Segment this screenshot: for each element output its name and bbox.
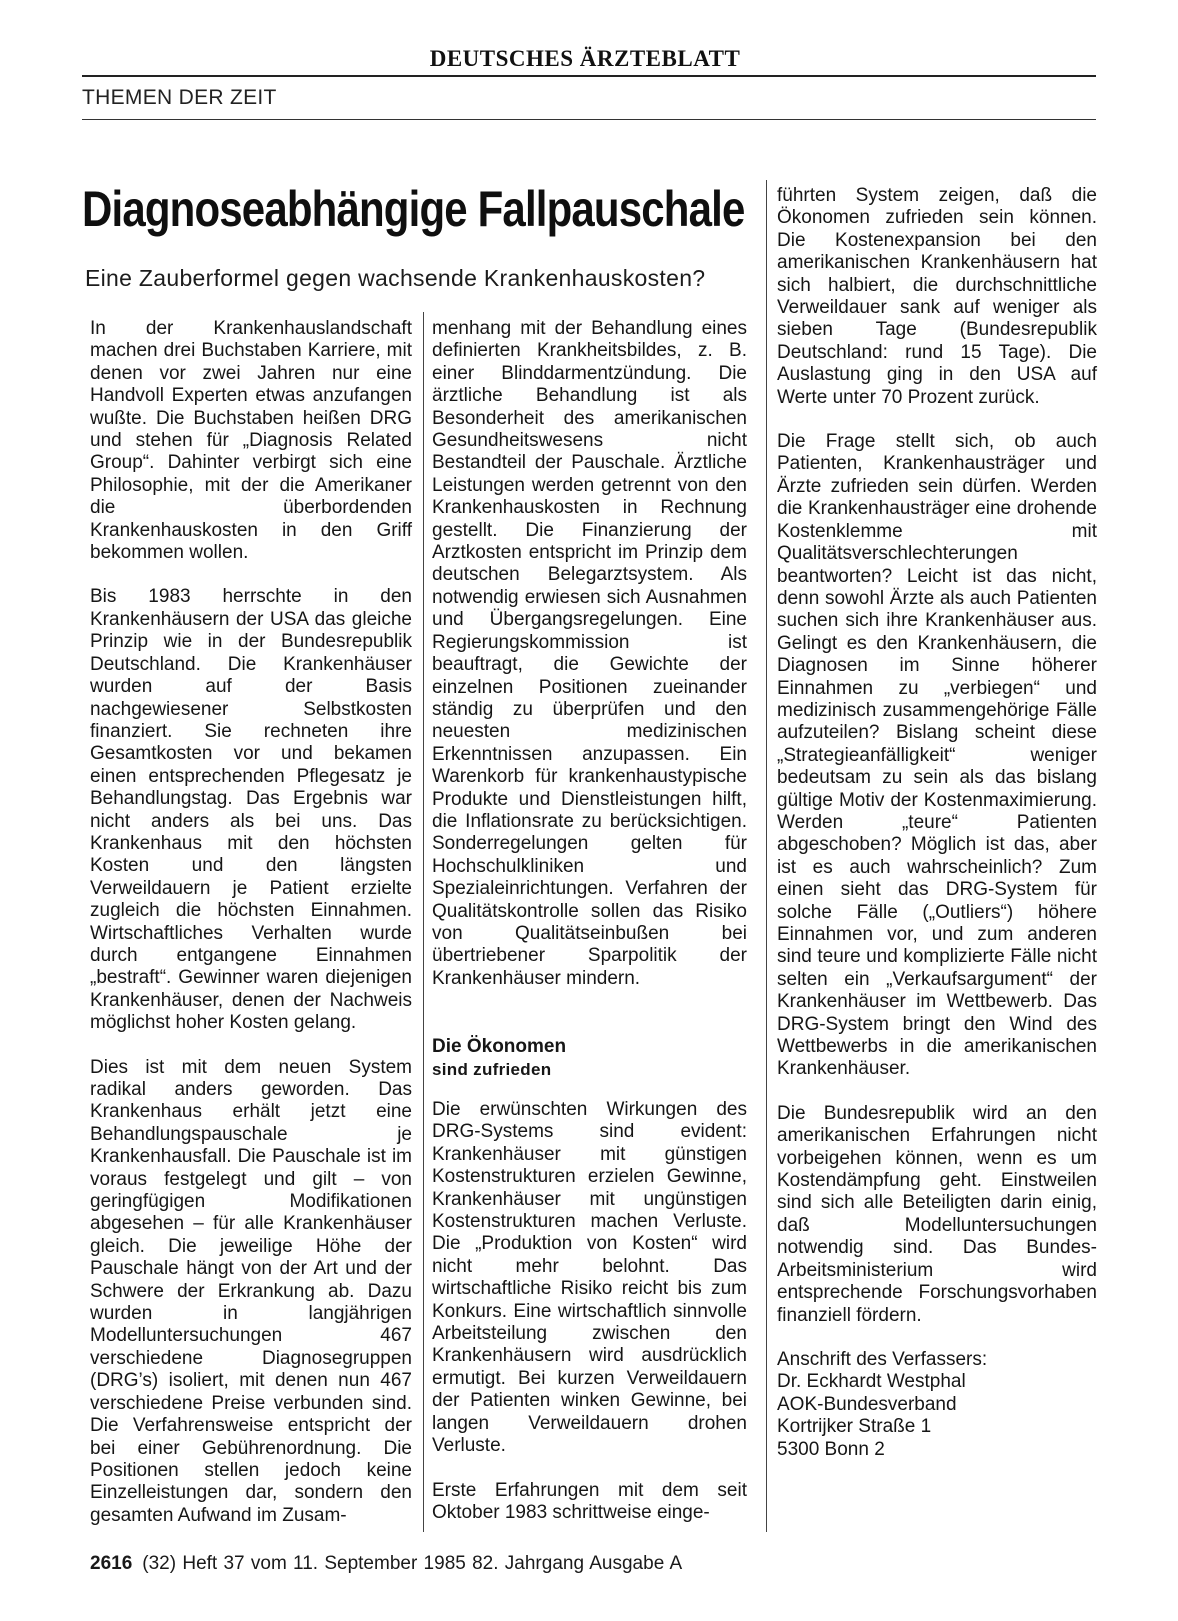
address-street: Kortrijker Straße 1 xyxy=(777,1416,932,1438)
column-2 xyxy=(432,318,747,1524)
paragraph: Bis 1983 herrschte in den Krankenhäusern der USA das gleiche Prinzip wie in der Bundesrepublik Deutschland. Die Krankenhäuser wurden auf der Basis nachgewiesener Selbstkosten finanziert. Sie rechneten ihre Gesamtkosten vor und bekamen einen entsprechenden Pflegesatz je Behandlungstag. Das Ergebnis war nicht anders als bei uns. Das Krankenhaus mit den höchsten Kosten und den längsten Verweildauern je Patient erzielte zugleich die höchsten Einnahmen. Wirtschaftliches Verhalten wurde durch entgangene Einnahmen „bestraft“. Gewinner waren diejenigen Krankenhäuser, denen der Nachweis möglichst hoher Kosten gelang. xyxy=(90,586,412,1034)
paragraph: Erste Erfahrungen mit dem seit Oktober 1983 schrittweise einge- xyxy=(432,1479,747,1523)
subtitle: Eine Zauberformel gegen wachsende Krankenhauskosten? xyxy=(85,265,706,291)
column-divider-1 xyxy=(423,312,424,1532)
masthead-rule xyxy=(82,75,1096,77)
paragraph: Die Frage stellt sich, ob auch Patienten, Krankenhausträger und Ärzte zufrieden sein dürfen. Werden die Krankenhausträger eine drohende Kostenklemme mit Qualitätsverschlechterungen beantworten? Leicht ist das nicht, denn sowohl Ärzte als auch Patienten suchen sich ihre Krankenhäuser aus. Gelingt es den Krankenhäusern, die Diagnosen im Sinne höherer Einnahmen zu „verbiegen“ und medizinisch zusammengehörige Fälle aufzuteilen? Bislang scheint diese „Strategieanfälligkeit“ weniger bedeutsam zu sein als das bislang gültige Motiv der Kostenmaximierung. Werden „teure“ Patienten abgeschoben? Möglich ist das, aber ist es auch wahrscheinlich? Zum einen sieht das DRG-System für solche Fälle („Outliers“) höhere Einnahmen vor, und zum anderen sind teure und komplizierte Fälle nicht selten ein „Verkaufsargument“ der Krankenhäuser im Wettbewerb. Das DRG-System bringt den Wind des Wettbewerbs in die amerikanischen Krankenhäuser. xyxy=(777,431,1097,1080)
paragraph: menhang mit der Behandlung eines definierten Krankheitsbildes, z. B. einer Blinddarmentzündung. Die ärztliche Behandlung ist als Besonderheit des amerikanischen Gesundheitswesens nicht Bestandteil der Pauschale. Ärztliche Leistungen werden getrennt von den Krankenhauskosten in Rechnung gestellt. Die Finanzierung der Arztkosten entspricht im Prinzip dem deutschen Belegarztsystem. Als notwendig erwiesen sich Ausnahmen und Übergangsregelungen. Eine Regierungskommission ist beauftragt, die Gewichte der einzelnen Positionen zueinander ständig zu überprüfen und den neuesten medizinischen Erkenntnissen anzupassen. Ein Warenkorb für krankenhaustypische Produkte und Dienstleistungen hilft, die Inflationsrate zu berücksichtigen. Sonderregelungen gelten für Hochschulkliniken und Spezialeinrichtungen. Verfahren der Qualitätskontrolle sollen das Risiko von Qualitätseinbußen bei übertriebener Sparpolitik der Krankenhäuser mindern. xyxy=(432,318,747,989)
author-organization: AOK-Bundesverband xyxy=(777,1393,957,1415)
author-address xyxy=(777,1349,1097,1461)
paragraph: führten System zeigen, daß die Ökonomen zufrieden sein können. Die Kostenexpansion bei den amerikanischen Krankenhäusern hat sich halbiert, die durchschnittliche Verweildauer sank auf weniger als sieben Tage (Bundesrepublik Deutschland: rund 15 Tage). Die Auslastung ging in den USA auf Werte unter 70 Prozent zurück. xyxy=(777,185,1097,408)
paragraph: Die erwünschten Wirkungen des DRG-Systems sind evident: Krankenhäuser mit günstigen Kostenstrukturen erzielen Gewinne, Krankenhäuser mit ungünstigen Kostenstrukturen machen Verluste. Die „Produktion von Kosten“ wird nicht mehr belohnt. Das wirtschaftliche Risiko reicht bis zum Konkurs. Eine wirtschaftlich sinnvolle Arbeitsteilung zwischen den Krankenhäusern wird ausdrücklich ermutigt. Bei kurzen Verweildauern der Patienten winken Gewinne, bei langen Verweildauern drohen Verluste. xyxy=(432,1099,747,1457)
section-rule xyxy=(82,119,1096,120)
column-divider-2 xyxy=(766,180,767,1532)
paragraph: Die Bundesrepublik wird an den amerikanischen Erfahrungen nicht vorbeigehen können, wenn es um Kostendämpfung geht. Einstweilen sind sich alle Beteiligten darin einig, daß Modelluntersuchungen notwendig sind. Das Bundes-Arbeitsministerium wird entsprechende Forschungsvorhaben finanziell fördern. xyxy=(777,1102,1097,1326)
address-city: 5300 Bonn 2 xyxy=(777,1438,885,1460)
column-1 xyxy=(90,318,412,1527)
headline: Diagnoseabhängige Fallpauschale xyxy=(82,181,745,237)
column-3 xyxy=(777,185,1097,1461)
subheading: Die Ökonomen xyxy=(432,1036,567,1058)
paragraph: In der Krankenhauslandschaft machen drei Buchstaben Karriere, mit denen vor zwei Jahren nur eine Handvoll Experten etwas anzufangen wußte. Die Buchstaben heißen DRG und stehen für „Diagnosis Related Group“. Dahinter verbirgt sich eine Philosophie, mit der die Amerikaner die überbordenden Krankenhauskosten in den Griff bekommen wollen. xyxy=(90,318,412,564)
page-number: 2616 xyxy=(90,1553,133,1574)
section-label: THEMEN DER ZEIT xyxy=(82,86,277,109)
page-footer xyxy=(90,1553,682,1575)
subheading-line-2: sind zufrieden xyxy=(432,1059,552,1079)
paragraph: Dies ist mit dem neuen System radikal anders geworden. Das Krankenhaus erhält jetzt eine Behandlungspauschale je Krankenhausfall. Die Pauschale ist im voraus festgelegt und gilt – von geringfügigen Modifikationen abgesehen – für alle Krankenhäuser gleich. Die jeweilige Höhe der Pauschale hängt von der Art und der Schwere der Erkrankung ab. Dazu wurden in langjährigen Modelluntersuchungen 467 verschiedene Diagnosegruppen (DRG’s) isoliert, mit denen nun 467 verschiedene Preise verbunden sind. Die Verfahrensweise entspricht der bei einer Gebührenordnung. Die Positionen stellen jedoch keine Einzelleistungen dar, sondern den gesamten Aufwand im Zusam- xyxy=(90,1056,412,1526)
author-name: Dr. Eckhardt Westphal xyxy=(777,1371,966,1393)
address-label: Anschrift des Verfassers: xyxy=(777,1348,988,1370)
issue-info: (32) Heft 37 vom 11. September 1985 82. Jahrgang Ausgabe A xyxy=(142,1553,683,1574)
masthead: DEUTSCHES ÄRZTEBLATT xyxy=(429,46,741,71)
